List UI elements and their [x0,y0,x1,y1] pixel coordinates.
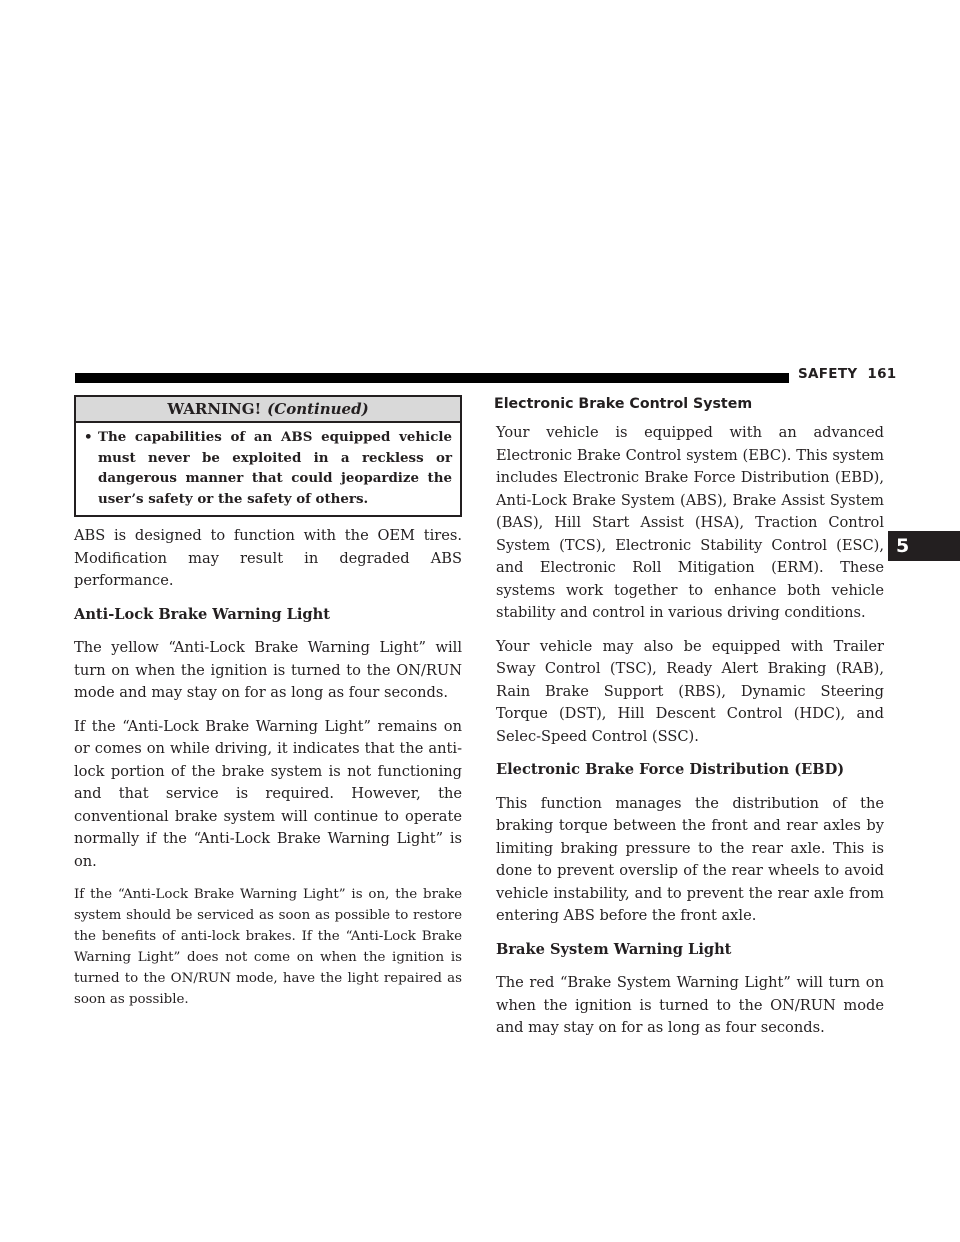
warning-continued: (Continued) [267,400,369,418]
paragraph: If the “Anti-Lock Brake Warning Light” remains on or comes on while driving, it indicates that the anti-lock portion of the brake system is not functioning and that service is required. However, the conventional brake system will continue to operate normally if the “Anti-Lock Brake Warning Light” is on. [74,717,462,870]
right-column [496,395,884,1051]
paragraph: This function manages the distribution of the braking torque between the front and rear axles by limiting braking pressure to the rear axle. This is done to prevent overslip of the rear wheels to avoid vehicle instability, and to prevent the rear axle from entering ABS before the front axle. [496,794,884,924]
paragraph: Your vehicle may also be equipped with Trailer Sway Control (TSC), Ready Alert Braking (RAB), Rain Brake Support (RBS), Dynamic Steering Torque (DST), Hill Descent Control (HDC), and Selec-Speed Control (SSC). [496,637,884,745]
paragraph: Your vehicle is equipped with an advanced Electronic Brake Control system (EBC). This system includes Electronic Brake Force Distribution (EBD), Anti-Lock Brake System (ABS), Brake Assist System (BAS), Hill Start Assist (HSA), Traction Control System (TCS), Electronic Stability Control (ESC), and Electronic Roll Mitigation (ERM). These systems work together to enhance both vehicle stability and control in various driving conditions. [496,424,884,621]
warning-header [76,397,460,423]
subheading: Electronic Brake Force Distribution (EBD) [496,761,845,778]
running-header [798,366,897,382]
left-column [74,395,462,1021]
warning-box [74,395,462,517]
warning-text: The capabilities of an ABS equipped vehicle must never be exploited in a reckless or dangerous manner that could jeopardize the user’s safety or the safety of others. [98,429,452,507]
paragraph: The yellow “Anti-Lock Brake Warning Light” will turn on when the ignition is turned to the ON/RUN mode and may stay on for as long as four seconds. [74,639,462,701]
header-rule [75,373,789,383]
paragraph: If the “Anti-Lock Brake Warning Light” is on, the brake system should be serviced as soon as possible to restore the benefits of anti-lock brakes. If the “Anti-Lock Brake Warning Light” does not come on when the ignition is turned to the ON/RUN mode, have the light repaired as soon as possible. [74,887,462,1007]
bullet-icon: • [84,429,93,445]
section-title: Electronic Brake Control System [494,396,753,412]
warning-body [76,423,460,515]
subheading: Anti-Lock Brake Warning Light [74,605,330,623]
header-section: SAFETY [798,366,858,382]
page-number: 161 [867,366,897,382]
paragraph: The red “Brake System Warning Light” will turn on when the ignition is turned to the ON/RUN mode and may stay on for as long as four seconds. [496,974,884,1036]
chapter-tab: 5 [888,531,960,561]
warning-title: WARNING! [167,400,262,418]
paragraph: ABS is designed to function with the OEM tires. Modification may result in degraded ABS performance. [74,527,462,589]
subheading: Brake System Warning Light [496,940,732,958]
